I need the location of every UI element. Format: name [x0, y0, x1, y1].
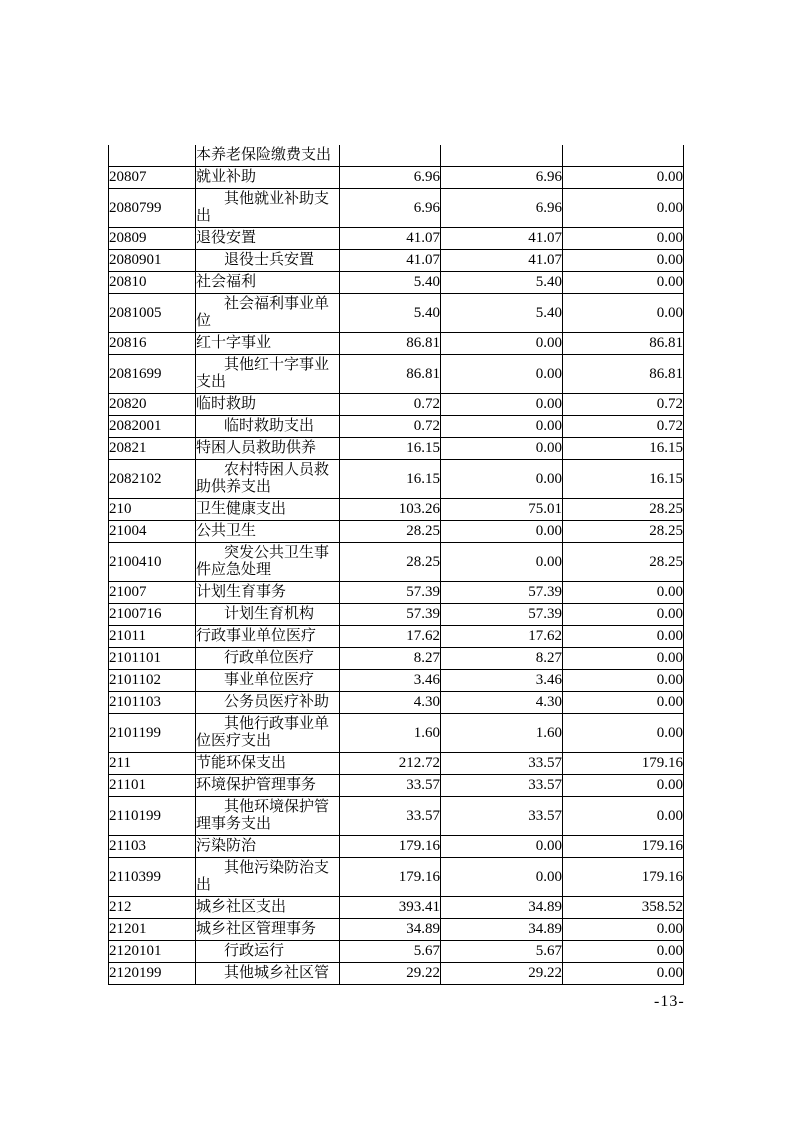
amount-col-2-cell: 0.00: [441, 460, 563, 499]
name-cell: 事业单位医疗: [196, 670, 340, 692]
amount-col-1-cell: 6.96: [340, 167, 441, 189]
name-cell: 本养老保险缴费支出: [196, 145, 340, 167]
amount-col-3-cell: 179.16: [563, 858, 684, 897]
amount-col-3-cell: 28.25: [563, 543, 684, 582]
name-cell: 就业补助: [196, 167, 340, 189]
amount-col-1-cell: 86.81: [340, 333, 441, 355]
code-cell: 20809: [109, 228, 196, 250]
amount-col-3-cell: 28.25: [563, 499, 684, 521]
name-cell: 其他环境保护管理事务支出: [196, 797, 340, 836]
amount-col-3-cell: 179.16: [563, 753, 684, 775]
amount-col-2-cell: 0.00: [441, 858, 563, 897]
code-cell: 212: [109, 897, 196, 919]
table-row: [109, 355, 684, 394]
amount-col-1-cell: 16.15: [340, 438, 441, 460]
amount-col-3-cell: 0.00: [563, 189, 684, 228]
amount-col-2-cell: 0.00: [441, 333, 563, 355]
code-cell: 210: [109, 499, 196, 521]
amount-col-3-cell: 0.00: [563, 272, 684, 294]
amount-col-1-cell: 0.72: [340, 394, 441, 416]
table-row: [109, 438, 684, 460]
table-body: [109, 145, 684, 985]
name-cell: 计划生育机构: [196, 604, 340, 626]
table-row: [109, 333, 684, 355]
amount-col-2-cell: 41.07: [441, 228, 563, 250]
name-cell: 退役士兵安置: [196, 250, 340, 272]
code-cell: 2082001: [109, 416, 196, 438]
amount-col-2-cell: 33.57: [441, 775, 563, 797]
code-cell: 211: [109, 753, 196, 775]
code-cell: [109, 145, 196, 167]
amount-col-2-cell: 6.96: [441, 167, 563, 189]
code-cell: 21103: [109, 836, 196, 858]
amount-col-2-cell: 33.57: [441, 797, 563, 836]
amount-col-1-cell: 33.57: [340, 775, 441, 797]
amount-col-2-cell: 34.89: [441, 919, 563, 941]
name-cell: 行政单位医疗: [196, 648, 340, 670]
amount-col-2-cell: 0.00: [441, 416, 563, 438]
table-row: [109, 167, 684, 189]
amount-col-3-cell: 16.15: [563, 438, 684, 460]
amount-col-1-cell: 103.26: [340, 499, 441, 521]
table-row: [109, 670, 684, 692]
code-cell: 2110399: [109, 858, 196, 897]
amount-col-1-cell: 16.15: [340, 460, 441, 499]
amount-col-3-cell: 0.00: [563, 714, 684, 753]
table-row: [109, 543, 684, 582]
amount-col-3-cell: 0.00: [563, 648, 684, 670]
code-cell: 2080901: [109, 250, 196, 272]
code-cell: 21011: [109, 626, 196, 648]
amount-col-2-cell: 5.40: [441, 294, 563, 333]
amount-col-3-cell: 0.00: [563, 963, 684, 985]
amount-col-3-cell: 0.00: [563, 670, 684, 692]
amount-col-3-cell: 0.00: [563, 167, 684, 189]
amount-col-1-cell: 34.89: [340, 919, 441, 941]
amount-col-3-cell: 0.00: [563, 250, 684, 272]
code-cell: 21007: [109, 582, 196, 604]
amount-col-1-cell: 179.16: [340, 858, 441, 897]
amount-col-2-cell: 6.96: [441, 189, 563, 228]
amount-col-2-cell: 5.40: [441, 272, 563, 294]
amount-col-3-cell: 0.72: [563, 394, 684, 416]
amount-col-2-cell: 0.00: [441, 543, 563, 582]
amount-col-2-cell: 0.00: [441, 355, 563, 394]
amount-col-2-cell: 0.00: [441, 521, 563, 543]
amount-col-1-cell: 5.40: [340, 294, 441, 333]
name-cell: 突发公共卫生事件应急处理: [196, 543, 340, 582]
amount-col-1-cell: 28.25: [340, 543, 441, 582]
amount-col-3-cell: 0.00: [563, 604, 684, 626]
amount-col-3-cell: 16.15: [563, 460, 684, 499]
table-row: [109, 858, 684, 897]
amount-col-1-cell: 57.39: [340, 604, 441, 626]
amount-col-1-cell: 17.62: [340, 626, 441, 648]
name-cell: 农村特困人员救助供养支出: [196, 460, 340, 499]
name-cell: 城乡社区管理事务: [196, 919, 340, 941]
code-cell: 21201: [109, 919, 196, 941]
code-cell: 20816: [109, 333, 196, 355]
table-row: [109, 294, 684, 333]
name-cell: 退役安置: [196, 228, 340, 250]
amount-col-2-cell: [441, 145, 563, 167]
name-cell: 特困人员救助供养: [196, 438, 340, 460]
name-cell: 红十字事业: [196, 333, 340, 355]
code-cell: 2120199: [109, 963, 196, 985]
amount-col-3-cell: 0.00: [563, 919, 684, 941]
code-cell: 20820: [109, 394, 196, 416]
table-row: [109, 582, 684, 604]
code-cell: 2100410: [109, 543, 196, 582]
amount-col-1-cell: 6.96: [340, 189, 441, 228]
code-cell: 21004: [109, 521, 196, 543]
amount-col-2-cell: 57.39: [441, 582, 563, 604]
amount-col-1-cell: 4.30: [340, 692, 441, 714]
amount-col-3-cell: 0.00: [563, 775, 684, 797]
code-cell: 2080799: [109, 189, 196, 228]
amount-col-2-cell: 33.57: [441, 753, 563, 775]
table-row: [109, 272, 684, 294]
budget-expenditure-table: [108, 145, 684, 985]
name-cell: 其他就业补助支出: [196, 189, 340, 228]
amount-col-3-cell: [563, 145, 684, 167]
amount-col-1-cell: 41.07: [340, 228, 441, 250]
name-cell: 临时救助支出: [196, 416, 340, 438]
amount-col-2-cell: 0.00: [441, 394, 563, 416]
code-cell: 2101102: [109, 670, 196, 692]
amount-col-2-cell: 4.30: [441, 692, 563, 714]
amount-col-2-cell: 0.00: [441, 438, 563, 460]
amount-col-2-cell: 41.07: [441, 250, 563, 272]
amount-col-2-cell: 1.60: [441, 714, 563, 753]
amount-col-1-cell: 5.40: [340, 272, 441, 294]
code-cell: 2110199: [109, 797, 196, 836]
name-cell: 社会福利: [196, 272, 340, 294]
amount-col-1-cell: 3.46: [340, 670, 441, 692]
table-row: [109, 919, 684, 941]
amount-col-2-cell: 17.62: [441, 626, 563, 648]
name-cell: 其他红十字事业支出: [196, 355, 340, 394]
amount-col-1-cell: 29.22: [340, 963, 441, 985]
amount-col-1-cell: 5.67: [340, 941, 441, 963]
table-row: [109, 189, 684, 228]
table-row: [109, 416, 684, 438]
amount-col-1-cell: 212.72: [340, 753, 441, 775]
table-row: [109, 394, 684, 416]
table-row: [109, 145, 684, 167]
name-cell: 社会福利事业单位: [196, 294, 340, 333]
amount-col-3-cell: 0.00: [563, 228, 684, 250]
amount-col-3-cell: 0.00: [563, 941, 684, 963]
amount-col-2-cell: 0.00: [441, 836, 563, 858]
code-cell: 2082102: [109, 460, 196, 499]
amount-col-1-cell: 0.72: [340, 416, 441, 438]
table-row: [109, 604, 684, 626]
table-row: [109, 963, 684, 985]
name-cell: 行政事业单位医疗: [196, 626, 340, 648]
code-cell: 20821: [109, 438, 196, 460]
name-cell: 公共卫生: [196, 521, 340, 543]
amount-col-1-cell: 179.16: [340, 836, 441, 858]
code-cell: 2081005: [109, 294, 196, 333]
amount-col-3-cell: 0.00: [563, 692, 684, 714]
amount-col-1-cell: 1.60: [340, 714, 441, 753]
name-cell: 节能环保支出: [196, 753, 340, 775]
amount-col-3-cell: 0.72: [563, 416, 684, 438]
amount-col-3-cell: 0.00: [563, 294, 684, 333]
amount-col-1-cell: 28.25: [340, 521, 441, 543]
table-row: [109, 250, 684, 272]
amount-col-1-cell: [340, 145, 441, 167]
amount-col-2-cell: 29.22: [441, 963, 563, 985]
table-row: [109, 714, 684, 753]
amount-col-3-cell: 0.00: [563, 582, 684, 604]
amount-col-2-cell: 5.67: [441, 941, 563, 963]
amount-col-2-cell: 75.01: [441, 499, 563, 521]
code-cell: 21101: [109, 775, 196, 797]
amount-col-3-cell: 358.52: [563, 897, 684, 919]
code-cell: 20807: [109, 167, 196, 189]
amount-col-3-cell: 86.81: [563, 355, 684, 394]
page-number: -13-: [654, 993, 685, 1010]
table-row: [109, 692, 684, 714]
table-row: [109, 941, 684, 963]
amount-col-2-cell: 8.27: [441, 648, 563, 670]
amount-col-2-cell: 34.89: [441, 897, 563, 919]
table-row: [109, 228, 684, 250]
table-row: [109, 797, 684, 836]
name-cell: 城乡社区支出: [196, 897, 340, 919]
table-row: [109, 499, 684, 521]
name-cell: 计划生育事务: [196, 582, 340, 604]
name-cell: 卫生健康支出: [196, 499, 340, 521]
table-row: [109, 836, 684, 858]
amount-col-1-cell: 57.39: [340, 582, 441, 604]
table-row: [109, 626, 684, 648]
amount-col-1-cell: 33.57: [340, 797, 441, 836]
amount-col-3-cell: 28.25: [563, 521, 684, 543]
amount-col-3-cell: 0.00: [563, 626, 684, 648]
name-cell: 公务员医疗补助: [196, 692, 340, 714]
name-cell: 临时救助: [196, 394, 340, 416]
amount-col-3-cell: 179.16: [563, 836, 684, 858]
code-cell: 20810: [109, 272, 196, 294]
code-cell: 2101199: [109, 714, 196, 753]
amount-col-1-cell: 41.07: [340, 250, 441, 272]
table-row: [109, 521, 684, 543]
code-cell: 2101103: [109, 692, 196, 714]
amount-col-3-cell: 86.81: [563, 333, 684, 355]
name-cell: 行政运行: [196, 941, 340, 963]
code-cell: 2100716: [109, 604, 196, 626]
amount-col-1-cell: 393.41: [340, 897, 441, 919]
amount-col-2-cell: 57.39: [441, 604, 563, 626]
name-cell: 其他污染防治支出: [196, 858, 340, 897]
amount-col-1-cell: 8.27: [340, 648, 441, 670]
code-cell: 2120101: [109, 941, 196, 963]
name-cell: 环境保护管理事务: [196, 775, 340, 797]
amount-col-3-cell: 0.00: [563, 797, 684, 836]
table-row: [109, 775, 684, 797]
table-row: [109, 648, 684, 670]
amount-col-2-cell: 3.46: [441, 670, 563, 692]
table-row: [109, 460, 684, 499]
amount-col-1-cell: 86.81: [340, 355, 441, 394]
table-row: [109, 897, 684, 919]
code-cell: 2101101: [109, 648, 196, 670]
code-cell: 2081699: [109, 355, 196, 394]
table-row: [109, 753, 684, 775]
name-cell: 污染防治: [196, 836, 340, 858]
name-cell: 其他行政事业单位医疗支出: [196, 714, 340, 753]
name-cell: 其他城乡社区管: [196, 963, 340, 985]
